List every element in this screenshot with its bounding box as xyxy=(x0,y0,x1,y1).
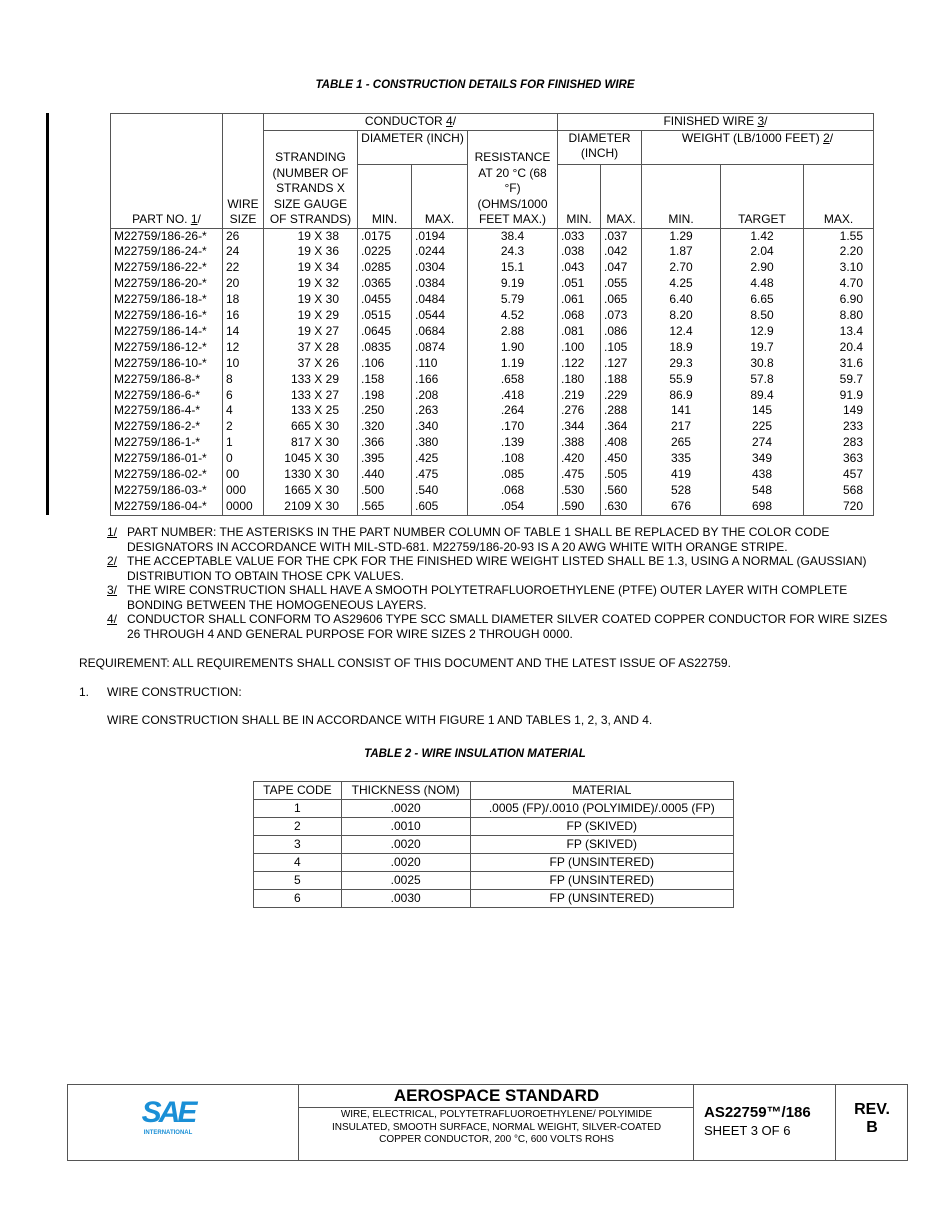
cell-stranding: 665 X 30 xyxy=(264,419,358,435)
cell-fin-dia-min: .530 xyxy=(558,483,601,499)
cell-weight-target: 145 xyxy=(721,403,804,419)
cell-weight-target: 19.7 xyxy=(721,340,804,356)
cell-weight-max: 31.6 xyxy=(804,356,874,372)
cell-fin-dia-min: .068 xyxy=(558,308,601,324)
cell-fin-dia-max: .288 xyxy=(601,403,642,419)
cell-weight-max: 233 xyxy=(804,419,874,435)
change-bar xyxy=(46,113,49,515)
cell-fin-dia-min: .122 xyxy=(558,356,601,372)
table-row xyxy=(111,435,874,451)
cell-cond-dia-min: .0835 xyxy=(358,340,412,356)
cell-fin-dia-min: .038 xyxy=(558,244,601,260)
footnote xyxy=(107,583,889,612)
cell-stranding: 1665 X 30 xyxy=(264,483,358,499)
cell-part-no: M22759/186-12-* xyxy=(111,340,223,356)
cell: .0030 xyxy=(341,890,470,908)
cell-cond-dia-max: .0874 xyxy=(412,340,468,356)
cell-fin-dia-min: .388 xyxy=(558,435,601,451)
cell-weight-max: 2.20 xyxy=(804,244,874,260)
cell-cond-dia-max: .340 xyxy=(412,419,468,435)
cell-weight-min: 29.3 xyxy=(642,356,721,372)
section-body: WIRE CONSTRUCTION SHALL BE IN ACCORDANCE WITH FIGURE 1 AND TABLES 1, 2, 3, AND 4. xyxy=(107,713,653,727)
header-finished-wire: FINISHED WIRE 3/ xyxy=(558,114,874,131)
cell-resistance: .085 xyxy=(468,467,558,483)
cell-cond-dia-max: .475 xyxy=(412,467,468,483)
cell-part-no: M22759/186-1-* xyxy=(111,435,223,451)
cell-part-no: M22759/186-04-* xyxy=(111,499,223,515)
cell-stranding: 133 X 25 xyxy=(264,403,358,419)
cell-weight-target: 89.4 xyxy=(721,388,804,404)
cell-weight-target: 12.9 xyxy=(721,324,804,340)
cell-weight-max: 3.10 xyxy=(804,260,874,276)
footnote-number: 2/ xyxy=(107,554,118,568)
cell-cond-dia-min: .0225 xyxy=(358,244,412,260)
cell-weight-max: 1.55 xyxy=(804,228,874,244)
table2-title: TABLE 2 - WIRE INSULATION MATERIAL xyxy=(364,748,586,760)
cell-weight-min: 141 xyxy=(642,403,721,419)
header-conductor-diameter: DIAMETER (INCH) xyxy=(358,130,468,164)
cell: 1 xyxy=(254,800,342,818)
header-conductor: CONDUCTOR 4/ xyxy=(264,114,558,131)
cell-part-no: M22759/186-6-* xyxy=(111,388,223,404)
cell-weight-max: 720 xyxy=(804,499,874,515)
cell-resistance: 24.3 xyxy=(468,244,558,260)
cell-weight-target: 548 xyxy=(721,483,804,499)
cell: .0020 xyxy=(341,836,470,854)
cell-weight-target: 698 xyxy=(721,499,804,515)
cell-weight-max: 568 xyxy=(804,483,874,499)
cell-part-no: M22759/186-16-* xyxy=(111,308,223,324)
cell-weight-min: 86.9 xyxy=(642,388,721,404)
cell-cond-dia-min: .320 xyxy=(358,419,412,435)
cell-stranding: 37 X 26 xyxy=(264,356,358,372)
table-row xyxy=(111,340,874,356)
cell-fin-dia-min: .061 xyxy=(558,292,601,308)
cell-weight-target: 225 xyxy=(721,419,804,435)
cell-cond-dia-max: .540 xyxy=(412,483,468,499)
cell-weight-target: 349 xyxy=(721,451,804,467)
cell-cond-dia-max: .0544 xyxy=(412,308,468,324)
cell-resistance: 1.19 xyxy=(468,356,558,372)
cell-cond-dia-max: .380 xyxy=(412,435,468,451)
cell-fin-dia-max: .105 xyxy=(601,340,642,356)
sae-logo xyxy=(136,1096,200,1136)
cell-stranding: 19 X 27 xyxy=(264,324,358,340)
header-fin-max: MAX. xyxy=(601,164,642,228)
cell-cond-dia-min: .198 xyxy=(358,388,412,404)
cell-resistance: 5.79 xyxy=(468,292,558,308)
cell-cond-dia-min: .106 xyxy=(358,356,412,372)
cell-resistance: 1.90 xyxy=(468,340,558,356)
cell-weight-min: 265 xyxy=(642,435,721,451)
cell-weight-min: 8.20 xyxy=(642,308,721,324)
cell-part-no: M22759/186-26-* xyxy=(111,228,223,244)
cell-cond-dia-min: .0365 xyxy=(358,276,412,292)
table-row xyxy=(111,499,874,515)
cell-fin-dia-max: .086 xyxy=(601,324,642,340)
cell-resistance: .054 xyxy=(468,499,558,515)
cell-fin-dia-max: .073 xyxy=(601,308,642,324)
cell-wire-size: 24 xyxy=(223,244,264,260)
footnote-number: 4/ xyxy=(107,612,118,626)
cell-resistance: .418 xyxy=(468,388,558,404)
header-material: MATERIAL xyxy=(470,782,733,800)
table-row xyxy=(254,800,734,818)
cell-resistance: .264 xyxy=(468,403,558,419)
cell-fin-dia-min: .100 xyxy=(558,340,601,356)
cell-fin-dia-max: .042 xyxy=(601,244,642,260)
footnote-text: THE ACCEPTABLE VALUE FOR THE CPK FOR THE FINISHED WIRE WEIGHT LISTED SHALL BE 1.3, USING A NORMAL (GAUSSIAN) DISTRIBUTION TO OBTAIN THOSE CPK VALUES. xyxy=(127,554,867,583)
table-row xyxy=(111,356,874,372)
table-row xyxy=(111,483,874,499)
cell-fin-dia-max: .127 xyxy=(601,356,642,372)
cell-cond-dia-max: .0684 xyxy=(412,324,468,340)
cell-wire-size: 00 xyxy=(223,467,264,483)
title-cell xyxy=(298,1085,694,1160)
footnote-text: PART NUMBER: THE ASTERISKS IN THE PART NUMBER COLUMN OF TABLE 1 SHALL BE REPLACED BY THE COLOR CODE DESIGNATORS IN ACCORDANCE WITH MIL-STD-681. M22759/186-20-93 IS A 20 AWG WHITE WITH ORANGE STRIPE. xyxy=(127,525,830,554)
cell-stranding: 1330 X 30 xyxy=(264,467,358,483)
cell-fin-dia-max: .505 xyxy=(601,467,642,483)
table-row xyxy=(111,324,874,340)
cell-fin-dia-max: .047 xyxy=(601,260,642,276)
cell-wire-size: 26 xyxy=(223,228,264,244)
cell-wire-size: 18 xyxy=(223,292,264,308)
footnote xyxy=(107,525,889,554)
cell-cond-dia-max: .0304 xyxy=(412,260,468,276)
cell-fin-dia-max: .229 xyxy=(601,388,642,404)
footnote xyxy=(107,554,889,583)
cell-weight-min: 528 xyxy=(642,483,721,499)
cell-stranding: 19 X 30 xyxy=(264,292,358,308)
section-1 xyxy=(79,685,889,700)
cell-weight-max: 8.80 xyxy=(804,308,874,324)
table-row xyxy=(111,388,874,404)
cell-fin-dia-min: .051 xyxy=(558,276,601,292)
sheet-number: SHEET 3 OF 6 xyxy=(704,1123,791,1138)
header-part-no: PART NO. 1/ xyxy=(111,114,223,229)
cell-fin-dia-min: .344 xyxy=(558,419,601,435)
cell-cond-dia-max: .605 xyxy=(412,499,468,515)
cell-fin-dia-max: .037 xyxy=(601,228,642,244)
cell-part-no: M22759/186-14-* xyxy=(111,324,223,340)
table1-title: TABLE 1 - CONSTRUCTION DETAILS FOR FINISHED WIRE xyxy=(315,79,635,91)
cell-weight-min: 12.4 xyxy=(642,324,721,340)
cell-part-no: M22759/186-22-* xyxy=(111,260,223,276)
cell-weight-max: 20.4 xyxy=(804,340,874,356)
cell-part-no: M22759/186-8-* xyxy=(111,372,223,388)
cell-cond-dia-min: .395 xyxy=(358,451,412,467)
cell: .0020 xyxy=(341,800,470,818)
cell-resistance: .170 xyxy=(468,419,558,435)
cell-part-no: M22759/186-24-* xyxy=(111,244,223,260)
cell: FP (UNSINTERED) xyxy=(470,890,733,908)
cell-stranding: 133 X 29 xyxy=(264,372,358,388)
cell-cond-dia-min: .440 xyxy=(358,467,412,483)
cell-stranding: 19 X 29 xyxy=(264,308,358,324)
cell-weight-target: 2.90 xyxy=(721,260,804,276)
footnote-number: 3/ xyxy=(107,583,118,597)
cell-resistance: .139 xyxy=(468,435,558,451)
cell-weight-min: 4.25 xyxy=(642,276,721,292)
table-row xyxy=(254,872,734,890)
cell-cond-dia-min: .565 xyxy=(358,499,412,515)
cell-wire-size: 0 xyxy=(223,451,264,467)
cell-stranding: 2109 X 30 xyxy=(264,499,358,515)
cell-resistance: .068 xyxy=(468,483,558,499)
logo-text: SAE xyxy=(141,1096,195,1129)
cell: .0020 xyxy=(341,854,470,872)
cell-fin-dia-max: .560 xyxy=(601,483,642,499)
cell-cond-dia-max: .425 xyxy=(412,451,468,467)
cell-part-no: M22759/186-18-* xyxy=(111,292,223,308)
cell-stranding: 133 X 27 xyxy=(264,388,358,404)
revision-label: REV. xyxy=(854,1101,890,1118)
cell-fin-dia-max: .188 xyxy=(601,372,642,388)
cell-weight-min: 419 xyxy=(642,467,721,483)
cell: FP (SKIVED) xyxy=(470,818,733,836)
cell-fin-dia-max: .408 xyxy=(601,435,642,451)
table-row xyxy=(254,836,734,854)
body-flow xyxy=(79,525,889,908)
cell: 5 xyxy=(254,872,342,890)
cell-wire-size: 12 xyxy=(223,340,264,356)
cell-part-no: M22759/186-2-* xyxy=(111,419,223,435)
table-row xyxy=(111,419,874,435)
cell-weight-target: 57.8 xyxy=(721,372,804,388)
cell-fin-dia-min: .420 xyxy=(558,451,601,467)
cell-weight-min: 1.29 xyxy=(642,228,721,244)
cell-fin-dia-min: .219 xyxy=(558,388,601,404)
cell-resistance: 38.4 xyxy=(468,228,558,244)
header-finished-diameter: DIAMETER (INCH) xyxy=(558,130,642,164)
cell-part-no: M22759/186-4-* xyxy=(111,403,223,419)
cell: FP (UNSINTERED) xyxy=(470,872,733,890)
standard-description: WIRE, ELECTRICAL, POLYTETRAFLUOROETHYLENE/ POLYIMIDE INSULATED, SMOOTH SURFACE, NORMAL WEIGHT, SILVER-COATED COPPER CONDUCTOR, 200 °C, 600 VOLTS ROHS xyxy=(331,1109,662,1145)
cell-resistance: .658 xyxy=(468,372,558,388)
cell-resistance: .108 xyxy=(468,451,558,467)
cell-cond-dia-min: .0285 xyxy=(358,260,412,276)
cell-weight-max: 13.4 xyxy=(804,324,874,340)
table-row xyxy=(111,228,874,244)
cell-fin-dia-min: .043 xyxy=(558,260,601,276)
cell-weight-target: 2.04 xyxy=(721,244,804,260)
cell-cond-dia-min: .250 xyxy=(358,403,412,419)
cell-stranding: 19 X 36 xyxy=(264,244,358,260)
cell-cond-dia-max: .166 xyxy=(412,372,468,388)
cell-wire-size: 2 xyxy=(223,419,264,435)
cell-cond-dia-min: .366 xyxy=(358,435,412,451)
table-row xyxy=(111,403,874,419)
cell-weight-min: 6.40 xyxy=(642,292,721,308)
cell-weight-max: 91.9 xyxy=(804,388,874,404)
cell-wire-size: 20 xyxy=(223,276,264,292)
cell-fin-dia-max: .450 xyxy=(601,451,642,467)
cell-fin-dia-min: .081 xyxy=(558,324,601,340)
cell-weight-min: 18.9 xyxy=(642,340,721,356)
cell-fin-dia-max: .055 xyxy=(601,276,642,292)
cell-part-no: M22759/186-03-* xyxy=(111,483,223,499)
cell-wire-size: 000 xyxy=(223,483,264,499)
cell-weight-target: 438 xyxy=(721,467,804,483)
cell-wire-size: 1 xyxy=(223,435,264,451)
cell-cond-dia-min: .0645 xyxy=(358,324,412,340)
cell-wire-size: 0000 xyxy=(223,499,264,515)
header-thickness: THICKNESS (NOM) xyxy=(341,782,470,800)
cell-weight-target: 30.8 xyxy=(721,356,804,372)
cell-fin-dia-min: .180 xyxy=(558,372,601,388)
cell-stranding: 19 X 32 xyxy=(264,276,358,292)
section-heading: WIRE CONSTRUCTION: xyxy=(107,685,242,699)
cell-weight-min: 55.9 xyxy=(642,372,721,388)
cell-fin-dia-min: .590 xyxy=(558,499,601,515)
cell-weight-target: 274 xyxy=(721,435,804,451)
cell-fin-dia-min: .475 xyxy=(558,467,601,483)
insulation-table xyxy=(253,781,734,908)
cell-cond-dia-min: .500 xyxy=(358,483,412,499)
header-fin-min: MIN. xyxy=(558,164,601,228)
cell-wire-size: 8 xyxy=(223,372,264,388)
cell-cond-dia-max: .110 xyxy=(412,356,468,372)
header-stranding: STRANDING (NUMBER OF STRANDS X SIZE GAUGE OF STRANDS) xyxy=(264,130,358,228)
cell-stranding: 37 X 28 xyxy=(264,340,358,356)
cell: FP (UNSINTERED) xyxy=(470,854,733,872)
cell-resistance: 15.1 xyxy=(468,260,558,276)
cell: .0010 xyxy=(341,818,470,836)
cell-cond-dia-min: .158 xyxy=(358,372,412,388)
cell-fin-dia-max: .065 xyxy=(601,292,642,308)
cell-weight-max: 4.70 xyxy=(804,276,874,292)
table-row xyxy=(254,818,734,836)
cell-weight-min: 676 xyxy=(642,499,721,515)
footnote-text: CONDUCTOR SHALL CONFORM TO AS29606 TYPE SCC SMALL DIAMETER SILVER COATED COPPER CONDUCTOR FOR WIRE SIZES 26 THROUGH 4 AND GENERAL PURPOSE FOR WIRE SIZES 2 THROUGH 0000. xyxy=(127,612,888,641)
cell-cond-dia-max: .208 xyxy=(412,388,468,404)
table-row xyxy=(111,260,874,276)
cell-cond-dia-max: .0484 xyxy=(412,292,468,308)
cell-wire-size: 14 xyxy=(223,324,264,340)
header-weight-min: MIN. xyxy=(642,164,721,228)
table-row xyxy=(111,372,874,388)
cell-stranding: 19 X 34 xyxy=(264,260,358,276)
table-row xyxy=(111,244,874,260)
footnote xyxy=(107,612,889,641)
cell-weight-max: 149 xyxy=(804,403,874,419)
header-cond-max: MAX. xyxy=(412,164,468,228)
cell: 3 xyxy=(254,836,342,854)
cell-cond-dia-min: .0455 xyxy=(358,292,412,308)
cell-fin-dia-min: .276 xyxy=(558,403,601,419)
cell-weight-target: 6.65 xyxy=(721,292,804,308)
cell-weight-min: 335 xyxy=(642,451,721,467)
cell-cond-dia-min: .0515 xyxy=(358,308,412,324)
cell-stranding: 1045 X 30 xyxy=(264,451,358,467)
cell-weight-max: 59.7 xyxy=(804,372,874,388)
table-row xyxy=(111,467,874,483)
header-tape-code: TAPE CODE xyxy=(254,782,342,800)
cell-weight-max: 457 xyxy=(804,467,874,483)
cell-resistance: 9.19 xyxy=(468,276,558,292)
cell-cond-dia-max: .0194 xyxy=(412,228,468,244)
cell-cond-dia-min: .0175 xyxy=(358,228,412,244)
cell-wire-size: 4 xyxy=(223,403,264,419)
cell-weight-target: 1.42 xyxy=(721,228,804,244)
revision-cell xyxy=(835,1085,908,1160)
cell-part-no: M22759/186-02-* xyxy=(111,467,223,483)
title-block xyxy=(67,1084,908,1161)
cell: 2 xyxy=(254,818,342,836)
header-cond-min: MIN. xyxy=(358,164,412,228)
table-row xyxy=(111,276,874,292)
cell-wire-size: 10 xyxy=(223,356,264,372)
cell-stranding: 817 X 30 xyxy=(264,435,358,451)
cell: 6 xyxy=(254,890,342,908)
cell-resistance: 4.52 xyxy=(468,308,558,324)
cell-wire-size: 16 xyxy=(223,308,264,324)
cell: FP (SKIVED) xyxy=(470,836,733,854)
cell-cond-dia-max: .0384 xyxy=(412,276,468,292)
footnote-number: 1/ xyxy=(107,525,118,539)
cell-fin-dia-min: .033 xyxy=(558,228,601,244)
header-wire-size: WIRE SIZE xyxy=(223,114,264,229)
cell-resistance: 2.88 xyxy=(468,324,558,340)
table-row xyxy=(111,292,874,308)
cell-fin-dia-max: .630 xyxy=(601,499,642,515)
footnote-text: THE WIRE CONSTRUCTION SHALL HAVE A SMOOTH POLYTETRAFLUOROETHYLENE (PTFE) OUTER LAYER WITH COMPLETE BONDING BETWEEN THE HOMOGENEOUS LAYERS. xyxy=(127,583,848,612)
cell: .0025 xyxy=(341,872,470,890)
cell-weight-target: 8.50 xyxy=(721,308,804,324)
cell: .0005 (FP)/.0010 (POLYIMIDE)/.0005 (FP) xyxy=(470,800,733,818)
header-weight-target: TARGET xyxy=(721,164,804,228)
document-number: AS22759™/186 xyxy=(704,1104,811,1121)
footnotes xyxy=(107,525,889,641)
cell-weight-min: 1.87 xyxy=(642,244,721,260)
requirement-text: REQUIREMENT: ALL REQUIREMENTS SHALL CONSIST OF THIS DOCUMENT AND THE LATEST ISSUE OF AS22759. xyxy=(79,656,731,670)
doc-cell xyxy=(693,1085,835,1160)
header-weight-max: MAX. xyxy=(804,164,874,228)
cell-weight-min: 2.70 xyxy=(642,260,721,276)
cell-part-no: M22759/186-10-* xyxy=(111,356,223,372)
cell-cond-dia-max: .263 xyxy=(412,403,468,419)
header-resistance: RESISTANCE AT 20 °C (68 °F) (OHMS/1000 FEET MAX.) xyxy=(468,130,558,228)
cell-weight-target: 4.48 xyxy=(721,276,804,292)
cell-weight-min: 217 xyxy=(642,419,721,435)
cell-fin-dia-max: .364 xyxy=(601,419,642,435)
cell-wire-size: 6 xyxy=(223,388,264,404)
standard-heading: AEROSPACE STANDARD xyxy=(299,1085,694,1108)
table-row xyxy=(254,890,734,908)
cell-cond-dia-max: .0244 xyxy=(412,244,468,260)
table-row xyxy=(111,308,874,324)
cell-weight-max: 283 xyxy=(804,435,874,451)
cell-wire-size: 22 xyxy=(223,260,264,276)
cell-weight-max: 363 xyxy=(804,451,874,467)
revision-value: B xyxy=(866,1119,878,1136)
cell-weight-max: 6.90 xyxy=(804,292,874,308)
cell-stranding: 19 X 38 xyxy=(264,228,358,244)
cell: 4 xyxy=(254,854,342,872)
cell-part-no: M22759/186-01-* xyxy=(111,451,223,467)
header-weight: WEIGHT (LB/1000 FEET) 2/ xyxy=(642,130,874,164)
section-number: 1. xyxy=(79,685,90,699)
construction-table xyxy=(110,113,874,516)
table-row xyxy=(111,451,874,467)
cell-part-no: M22759/186-20-* xyxy=(111,276,223,292)
logo-subtext: INTERNATIONAL xyxy=(143,1130,193,1136)
table-row xyxy=(254,854,734,872)
